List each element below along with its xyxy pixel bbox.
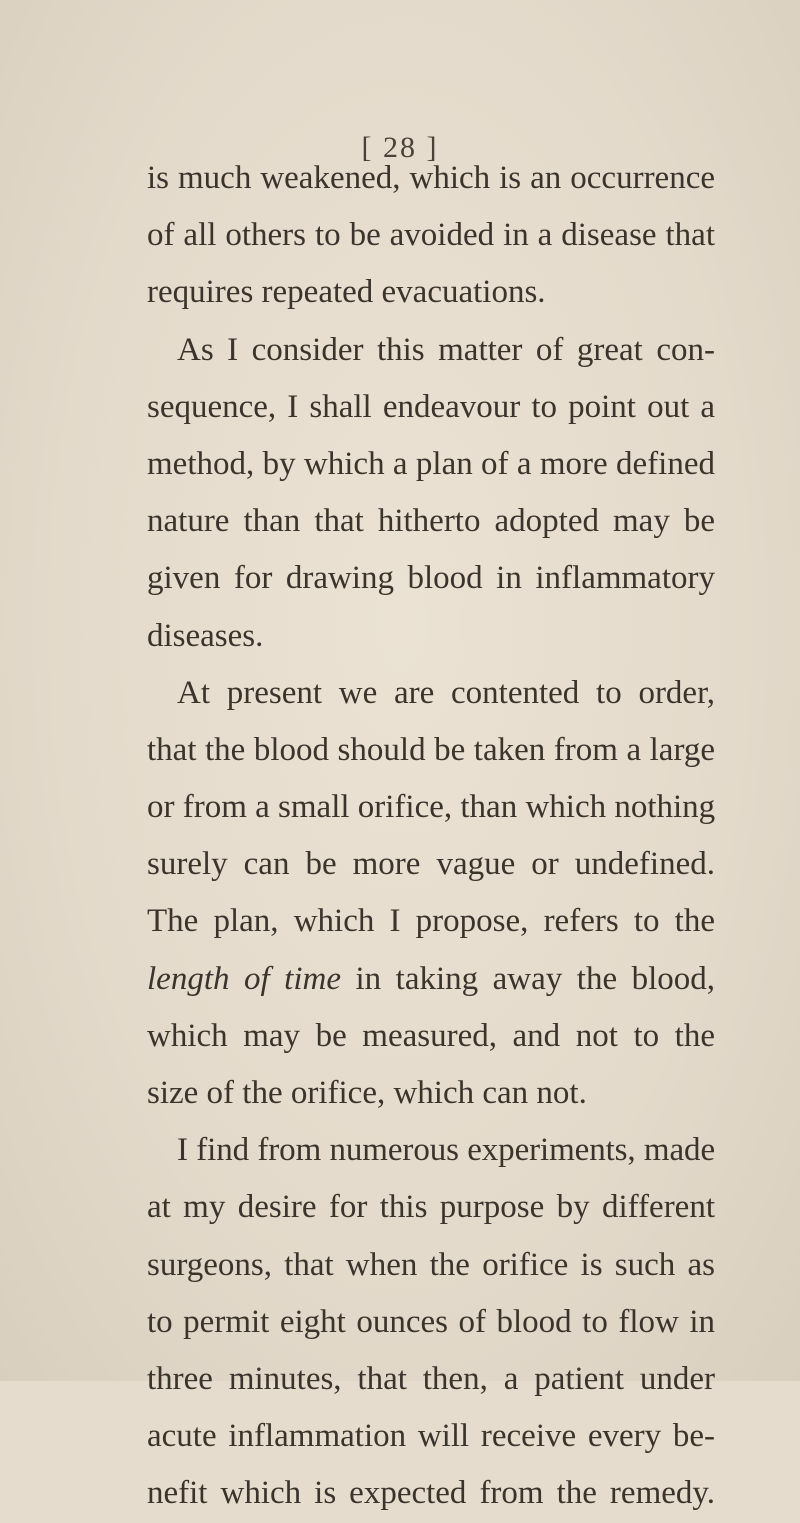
text-line-with-italic [147,951,715,1008]
text-line: or from a small orifice, than which nothing [147,789,716,826]
text-line: of all others to be avoided in a disease that [147,217,715,254]
text-line: three minutes, that then, a patient under [147,1360,715,1397]
text-line-rest: in taking away the blood, [340,960,716,997]
text-line: sequence, I shall endeavour to point out a [147,388,715,425]
text-line: which may be measured, and not to the [147,1017,715,1054]
text-line: surely can be more vague or undefined. [147,846,715,883]
text-line: acute inflammation will receive every be- [147,1418,715,1455]
paragraph-start-line: As I consider this matter of great con- [177,331,715,368]
text-line: requires repeated evacuations. [147,274,546,311]
paragraph-start-line: At present we are contented to order, [177,674,715,711]
paragraph-start-line: I find from numerous experiments, made [177,1132,715,1169]
text-line: surgeons, that when the orifice is such as [147,1246,715,1283]
text-line: size of the orifice, which can not. [147,1075,587,1111]
body-text [147,150,715,1523]
text-line: given for drawing blood in inflammatory [147,560,715,597]
text-line: nature than that hitherto adopted may be [147,503,715,540]
text-line: at my desire for this purpose by different [147,1189,715,1226]
page-number: [ 28 ] [361,131,439,164]
text-line: is much weakened, which is an occurrence [147,160,715,196]
text-line: method, by which a plan of a more defined [147,445,715,482]
text-line: nefit which is expected from the remedy. [147,1475,715,1512]
text-line: diseases. [147,617,264,654]
italic-phrase: length of time [147,960,341,997]
text-line: to permit eight ounces of blood to flow in [147,1303,715,1340]
text-line: that the blood should be taken from a large [147,731,715,768]
text-line: The plan, which I propose, refers to the [147,903,715,940]
